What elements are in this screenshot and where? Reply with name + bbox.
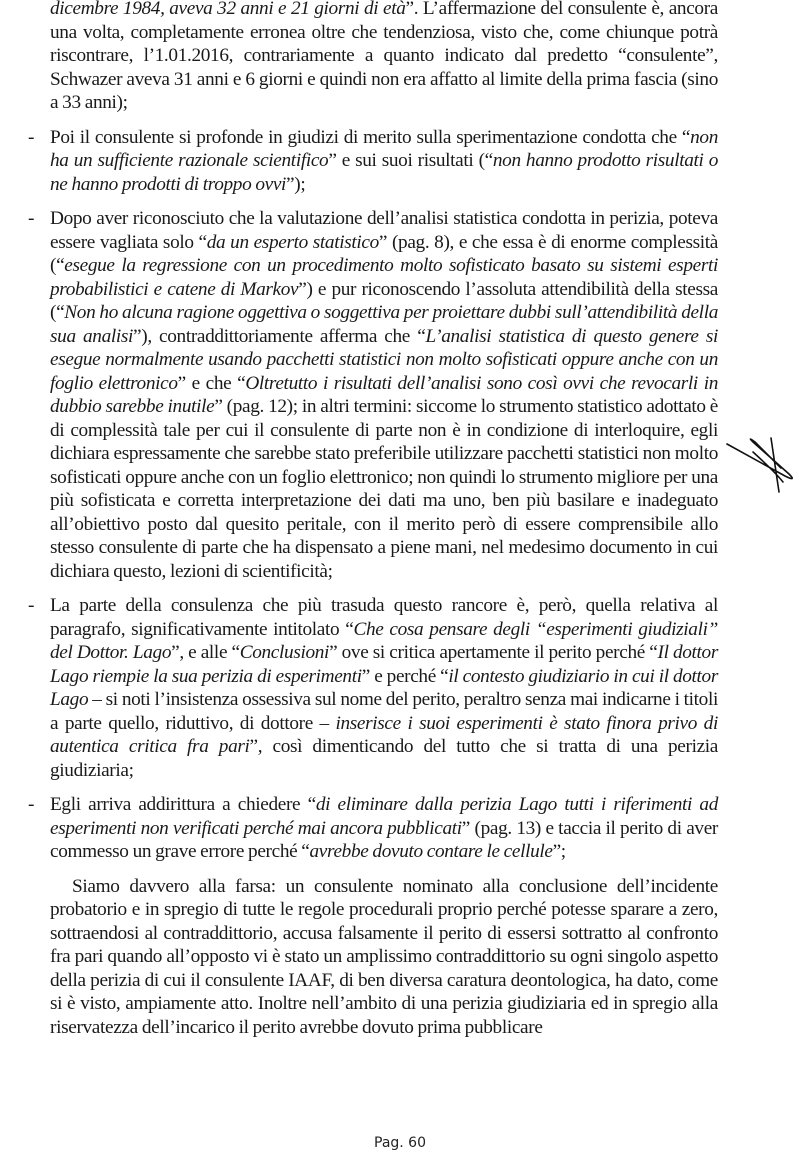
italic-quote: L’analisi statistica di questo genere si esegue normalmente usando pacchetti statistici non molto sofisticati oppure anche con un foglio elettronico bbox=[50, 325, 718, 394]
text-run: La parte della consulenza che più trasuda questo rancore è, però, quella relativa al paragrafo, significativamente intitolato “ bbox=[50, 595, 718, 640]
italic-quote: avrebbe dovuto contare le cellule bbox=[309, 841, 553, 862]
text-run: Egli arriva addirittura a chiedere “ bbox=[50, 794, 316, 815]
text-run: Poi il consulente si profonde in giudizi di merito sulla sperimentazione condotta che “ bbox=[50, 126, 691, 148]
italic-quote: di eliminare dalla perizia Lago tutti i riferimenti ad esperimenti non verificati perché mai ancora pubblicati bbox=[50, 794, 718, 839]
text-run: ”) e pur riconoscendo l’assoluta attendibilità della stessa (“ bbox=[50, 278, 719, 323]
text-run: ”); bbox=[286, 173, 306, 195]
text-run: ” e che “ bbox=[177, 372, 246, 394]
italic-quote: non hanno prodotto risultati o ne hanno prodotti di troppo ovvi bbox=[50, 150, 718, 195]
text-run: ” (pag. 8), e che essa è di enorme complessità (“ bbox=[50, 231, 718, 276]
bullet-text bbox=[50, 793, 718, 864]
page-number: Pag. 60 bbox=[374, 1135, 426, 1151]
text-run: – si noti l’insistenza ossessiva sul nome del perito, peraltro senza mai indicarne i titoli a parte quello, riduttivo, di dottore – bbox=[50, 689, 718, 734]
bullet-item bbox=[28, 793, 718, 864]
italic-quote: inserisce i suoi esperimenti è stato finora privo di autentica critica fra pari bbox=[50, 712, 718, 757]
text-run: ” e perché “ bbox=[361, 665, 449, 687]
document-body bbox=[28, 0, 719, 1039]
bullet-item bbox=[28, 594, 718, 782]
italic-quote: dicembre 1984, aveva 32 anni e 21 giorni di età bbox=[50, 0, 406, 19]
italic-quote: Il dottor Lago riempie la sua perizia di esperimenti bbox=[50, 642, 718, 687]
bullet-dash: - bbox=[28, 208, 35, 229]
italic-quote: non ha un sufficiente razionale scientifico bbox=[50, 126, 718, 171]
continuation-paragraph bbox=[50, 0, 718, 115]
text-run: ” (pag. 13) e taccia il perito di aver commesso un grave errore perché “ bbox=[50, 817, 718, 862]
text-run: ”. L’affermazione del consulente è, ancora una volta, completamente erronea oltre che tendenziosa, visto che, come chiunque potrà riscontrare, l’1.01.2016, contrariamente a quanto indicato dal predetto “consulente”, Schwazer aveva 31 anni e 6 giorni e quindi non era affatto al limite della prima fascia (sino a 33 anni); bbox=[50, 0, 719, 113]
italic-quote: Che cosa pensare degli “esperimenti giudiziali” del Dottor. Lago bbox=[50, 618, 718, 663]
bullet-dash: - bbox=[28, 595, 35, 616]
text-run: ” e sui suoi risultati (“ bbox=[328, 150, 493, 171]
bullet-item bbox=[28, 207, 719, 583]
italic-quote: esegue la regressione con un procedimento molto sofisticato basato su sistemi esperti probabilistici e catene di Markov bbox=[50, 255, 718, 300]
signature-icon bbox=[725, 432, 800, 512]
text-run: ”; bbox=[552, 841, 566, 862]
text-run: ” ove si critica apertamente il perito perché “ bbox=[329, 642, 658, 663]
italic-quote: il contesto giudiziario in cui il dottor Lago bbox=[50, 665, 718, 710]
bullet-list bbox=[28, 126, 719, 864]
bullet-dash: - bbox=[28, 126, 35, 148]
italic-quote: Conclusioni bbox=[239, 642, 330, 663]
italic-quote: da un esperto statistico bbox=[206, 231, 379, 253]
italic-quote: Oltretutto i risultati dell’analisi sono così ovvi che revocarli in dubbio sarebbe inutile bbox=[50, 372, 718, 417]
italic-quote: Non ho alcuna ragione oggettiva o soggettiva per proiettare dubbi sull’attendibilità della sua analisi bbox=[50, 302, 718, 347]
bullet-text bbox=[50, 207, 718, 583]
bullet-text bbox=[50, 126, 718, 197]
bullet-item bbox=[28, 126, 718, 197]
text-run: ”, così dimenticando del tutto che si tratta di una perizia giudiziaria; bbox=[50, 736, 718, 781]
bullet-dash: - bbox=[28, 794, 35, 815]
closing-paragraph: Siamo davvero alla farsa: un consulente nominato alla conclusione dell’incidente probatorio e in spregio di tutte le regole procedurali proprio perché potesse sparare a zero, sottraendosi al contraddittorio, accusa falsamente il perito di essersi sottratto al confronto fra pari quando all’opposto vi è stato un amplissimo contraddittorio su ogni singolo aspetto della perizia di cui il consulente IAAF, di ben diversa caratura deontologica, ha dato, come si è visto, ampiamente atto. Inoltre nell’ambito di una perizia giudiziaria ed in spregio alla riservatezza dell’incarico il perito avrebbe dovuto prima pubblicare bbox=[50, 875, 718, 1038]
text-run: ”, e alle “ bbox=[171, 642, 240, 663]
text-run: ”), contraddittoriamente afferma che “ bbox=[133, 325, 426, 347]
bullet-text bbox=[50, 594, 718, 782]
text-run: Dopo aver riconosciuto che la valutazione dell’analisi statistica condotta in perizia, poteva essere vagliata solo “ bbox=[50, 208, 718, 253]
text-run: ” (pag. 12); in altri termini: siccome lo strumento statistico adottato è di complessità tale per cui il consulente di parte non è in condizione di interloquire, egli dichiara espressamente che sarebbe stato preferibile utilizzare pacchetti statistici non molto sofisticati oppure anche con un foglio elettronico; non quindi lo strumento migliore per una più sofisticata e corretta interpretazione dei dati ma uno, ben più basilare e inadeguato all’obiettivo posto dal quesito peritale, con il merito però di essere comprensibile allo stesso consulente di parte che ha dispensato a piene mani, nel medesimo documento in cui dichiara questo, lezioni di scientificità; bbox=[50, 396, 718, 582]
